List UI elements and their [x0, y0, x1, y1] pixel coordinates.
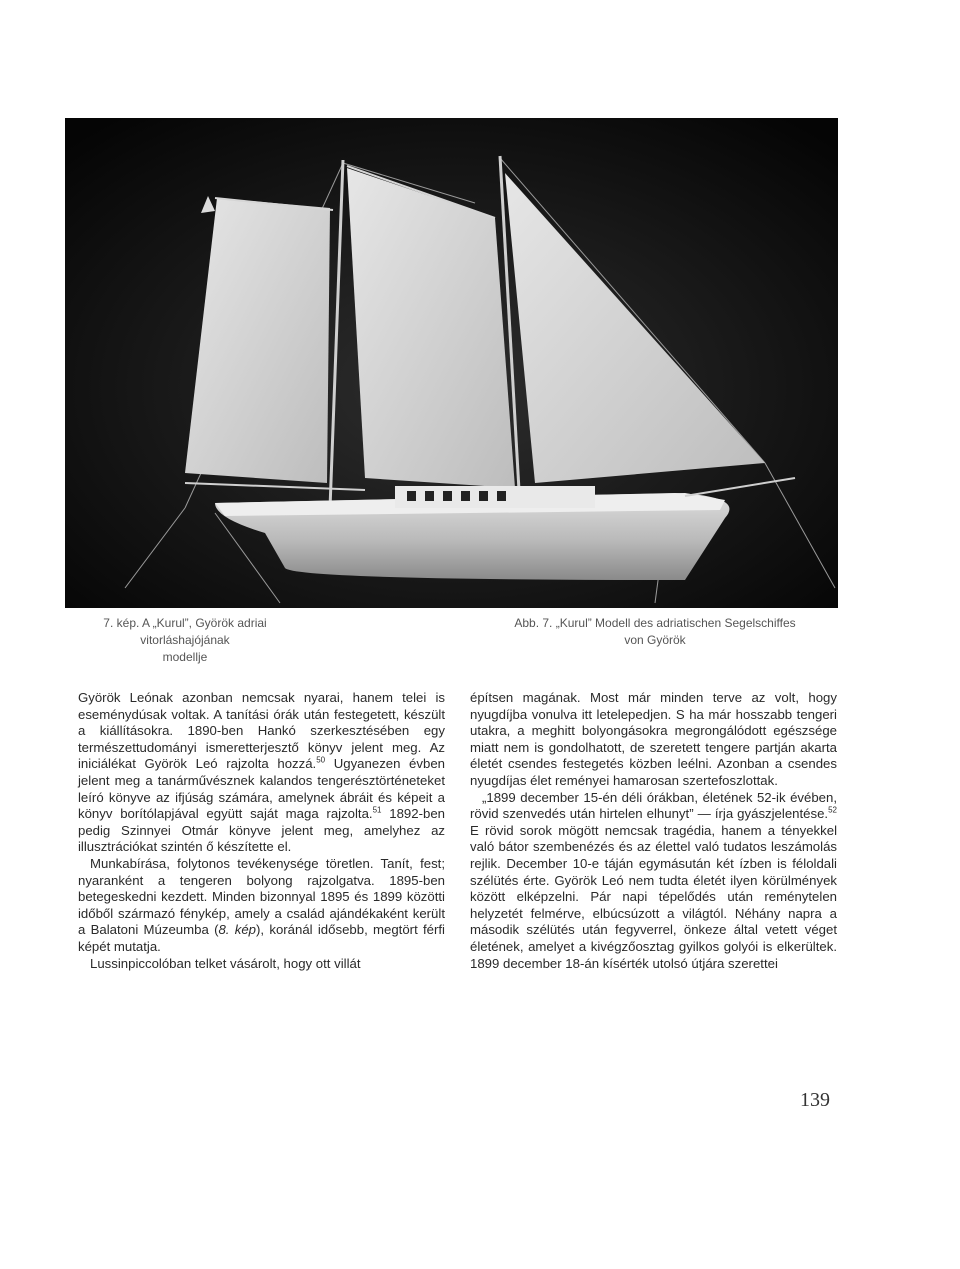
- page-number: 139: [800, 1089, 830, 1111]
- paragraph: Lussinpiccolóban telket vásárolt, hogy ott villát: [90, 955, 361, 971]
- paragraph: Munkabírása, folytonos tevékenysége töretlen. Tanít, fest; nyaranként a tengeren bolyong rajzolgatva. 1895-ben betegeskedni kezdett. Minden bizonnyal 1895 és 1899 közötti időből származó fénykép, amely a család ajándékaként került a Balatoni Múzeumba (8. kép), koránál idősebb, megtört férfi képét mutatja.: [78, 855, 445, 954]
- footnote-ref: 51: [372, 805, 382, 815]
- right-text-column: [470, 690, 837, 972]
- figure-caption-german: [470, 615, 840, 649]
- paragraph: Györök Leónak azonban nemcsak nyarai, hanem telei is eseménydúsak voltak. A tanítási órák után festegetett, készült a kiállításokra. 1890-ben Hankó szerkesztésében egy természettudományi ismeretterjesztő könyv jelent meg. Az iniciálékat Györök Leó rajzolta hozzá.$^{50}$ Ugyanezen évben jelent meg a tanárművésznek kalandos tengerésztörténeteket leíró könyve az ifjúság számára, amelynek ábráit és képeit a könyv borítólapjával együtt saját maga rajzolta.$^{51}$ 1892-ben pedig Szinnyei Otmár könyve jelent meg, amelyhez az illusztrációkat szintén ő készítette el.: [78, 690, 445, 855]
- figure-caption-hungarian: [75, 615, 295, 666]
- left-text-column: [78, 690, 445, 972]
- caption-de-line-2: von Györök: [624, 633, 686, 647]
- paragraph: „1899 december 15-én déli órákban, életének 52-ik évében, rövid szenvedés után hirtelen elhunyt” — írja gyászjelentése.$^{52}$ E rövid sorok mögött nemcsak tragédia, hanem a tényekkel való bátor szembenézés és az élettel való tudatos leszámolás rejlik. December 10-e táján egymásután két ízben is féloldali szélütés érte. Györök Leó nem tudta életét ilyen körülmények között elképzelni. Pár napi tépelődés után reménytelen helyzetét felmérve, elbúcsúzott a világtól. Néhány napra a második szélütés után fegyverrel, önkeze által vetett véget életének, amelyet a kivégzőosztag gyilkos golyói is elkerültek. 1899 december 18-án kísérték utolsó útjára szerettei: [470, 789, 837, 971]
- ship-model-photo: [65, 118, 838, 608]
- caption-hu-line-2: modellje: [162, 650, 208, 664]
- caption-hu-line-1: 7. kép. A „Kurul”, Györök adriai vitorláshajójának: [103, 616, 267, 647]
- caption-de-line-1: Abb. 7. „Kurul” Modell des adriatischen Segelschiffes: [514, 616, 796, 630]
- paragraph: építsen magának. Most már minden terve az volt, hogy nyugdíjba vonulva itt letelepedjen. S ha már hosszabb tengeri utakra, a meghitt bolyongásokra megrongálódott egészsége miatt nem is gondolhatott, de szeretett tengere partján akarta életét csendes festegetés közben leélni. Azonban a csendes nyugdíjas élet reményei hamarosan szertefoszlottak.: [470, 690, 837, 788]
- footnote-ref: 50: [316, 755, 326, 765]
- footnote-ref: 52: [828, 805, 837, 815]
